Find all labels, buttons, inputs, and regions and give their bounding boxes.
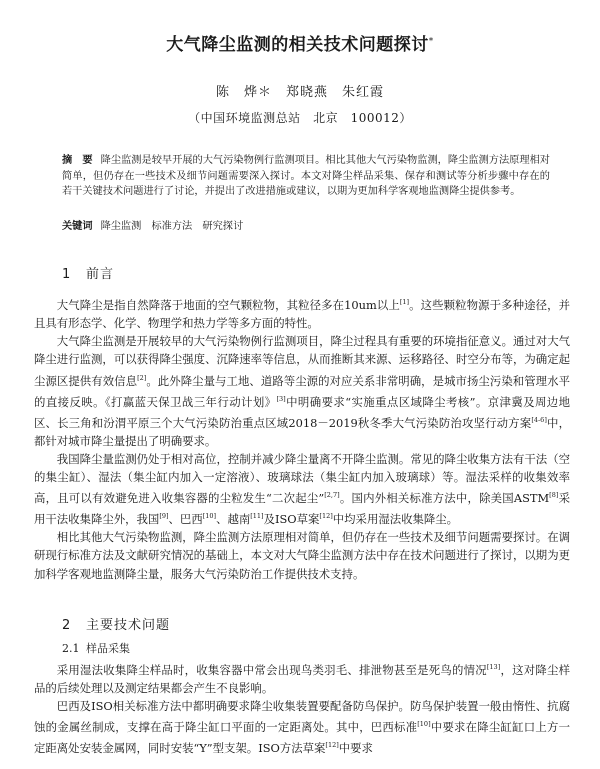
citation: [11] (250, 512, 264, 521)
title-footnote-mark: * (428, 36, 434, 47)
paper-title (0, 30, 600, 55)
paragraph: 相比其他大气污染物监测，降尘监测方法原理相对简单，但仍存在一些技术及细节问题需要探讨。在调研现行标准方法及文献研究情况的基础上，本文对大气降尘监测方法中存在技术问题进行了探讨，以期为更加科学客观地监测降尘量，服务大气污染防治工作提供技术支持。 (34, 530, 570, 581)
citation: [10] (202, 512, 217, 521)
citation: [3] (276, 394, 286, 403)
citation: [2] (137, 373, 147, 382)
paragraph: 大气降尘监测是开展较早的大气污染物例行监测项目，降尘过程具有重要的环境指征意义。通过对大气降尘进行监测，可以获得降尘强度、沉降速率等信息，从而推断其来源、运移路径、时空分布等，为确定起尘源区提供有效信息[2]。此外降尘量与工地、道路等尘源的对应关系非常明确，是城市扬尘污染和管理水平的直接反映。《打赢蓝天保卫战三年行动计划》[3]中明确要求“实施重点区域降尘考核”。京津冀及周边地区、长三角和汾渭平原三个大气污染防治重点区域2018－2019秋冬季大气污染防治攻坚行动方案[4-6]中，都针对城市降尘量提出了明确要求。 (34, 334, 570, 448)
paragraph: 大气降尘是指自然降落于地面的空气颗粒物，其粒径多在10um以上[1]。这些颗粒物源于多种途径，并且具有形态学、化学、物理学和热力学等多方面的特性。 (34, 297, 570, 330)
citation: [13] (486, 663, 501, 671)
citation: [9] (159, 512, 169, 521)
paragraph: 我国降尘量监测仍处于相对高位，控制并减少降尘量离不开降尘监测。常见的降尘收集方法有干法（空的集尘缸）、湿法（集尘缸内加入一定溶液）、玻璃球法（集尘缸内加入玻璃球）等。湿法采样的收集效率高，且可以有效避免进入收集容器的尘粒发生“二次起尘”[2,7]。国内外相关标准方法中，除美国ASTM[8]采用干法收集降尘外，我国[9]、巴西[10]、越南[11]及ISO草案[12]中均采用湿法收集降尘。 (34, 451, 570, 527)
section-heading-introduction (62, 263, 114, 282)
section-heading-main-issues (62, 614, 170, 633)
keywords (62, 219, 550, 234)
paragraph: 巴西及ISO相关标准方法中都明确要求降尘收集装置要配备防鸟保护。防鸟保护装置一般由惰性、抗腐蚀的金属丝制成，支撑在高于降尘缸口平面的一定距离处。其中，巴西标准[10]中要求在降尘缸缸口上方一定距离处安装金属网，同时安装“Y”型支架。ISO方法草案[12]中要求 (34, 699, 570, 756)
paragraph: 采用湿法收集降尘样品时，收集容器中常会出现鸟类羽毛、排泄物甚至是死鸟的情况[13]，这对降尘样品的后续处理以及测定结果都会产生不良影响。 (34, 662, 570, 695)
author-list: 陈 烨＊ 郑晓燕 朱红霞 (215, 85, 384, 100)
subsection-title: 样品采集 (86, 642, 130, 655)
title-text: 大气降尘监测的相关技术问题探讨 (166, 35, 429, 55)
section-number: 2 (62, 618, 72, 633)
subsection-heading-sampling (62, 640, 130, 656)
introduction-body (34, 293, 570, 583)
section-title: 主要技术问题 (86, 618, 171, 633)
citation: [10] (417, 720, 431, 729)
abstract-text: 降尘监测是较早开展的大气污染物例行监测项目。相比其他大气污染物监测，降尘监测方法原理相对简单，但仍存在一些技术及细节问题需要深入探讨。本文对降尘样品采集、保存和测试等分析步骤中存在的若干关键技术问题进行了讨论，并提出了改进措施或建议，以期为更加科学客观地监测降尘提供参考。 (62, 155, 550, 197)
abstract-label: 摘 要 (62, 155, 93, 166)
abstract (62, 153, 550, 200)
citation: [4-6] (531, 415, 547, 424)
citation: [2,7] (324, 491, 340, 500)
section-number: 1 (62, 267, 72, 282)
keywords-text: 降尘监测 标准方法 研究探讨 (100, 221, 244, 232)
keywords-label: 关键词 (62, 221, 93, 232)
affiliation: （中国环境监测总站 北京 100012） (188, 111, 412, 125)
citation: [12] (325, 741, 339, 750)
sampling-body (34, 658, 570, 757)
citation: [12] (319, 512, 333, 521)
subsection-number: 2.1 (62, 642, 80, 655)
section-title: 前言 (86, 267, 115, 282)
citation: [8] (549, 491, 559, 500)
citation: [1] (399, 298, 410, 306)
